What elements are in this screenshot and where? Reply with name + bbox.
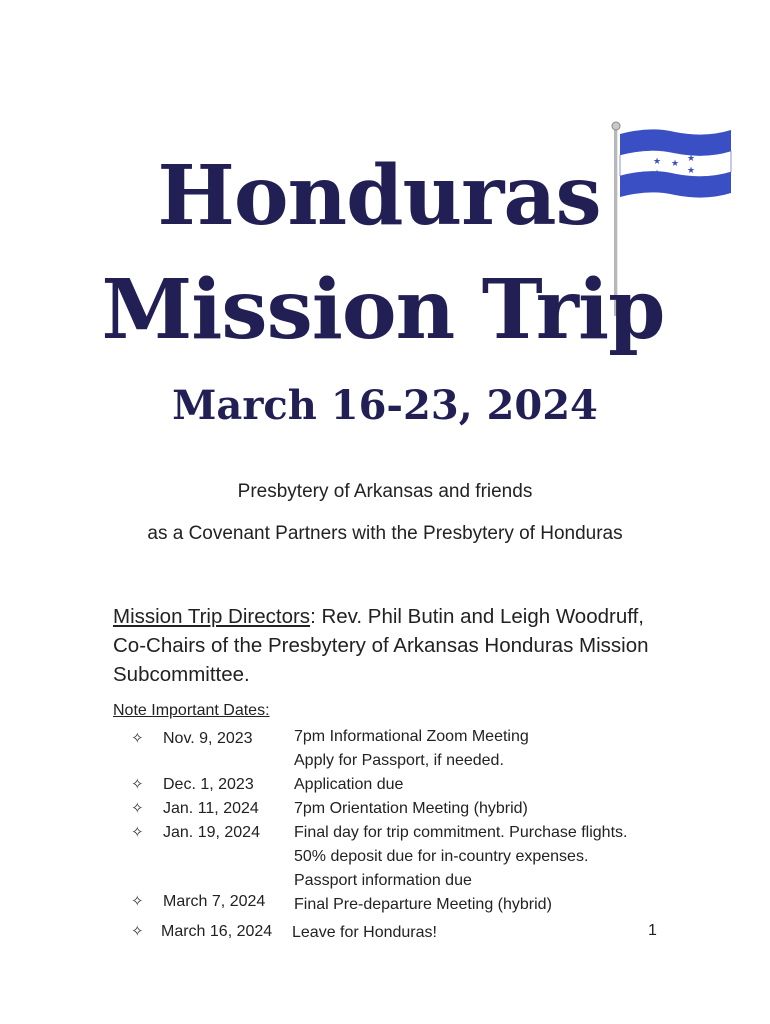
schedule-line: Application due xyxy=(294,776,404,793)
bullet-icon: ✧ xyxy=(131,730,144,747)
directors-text: : Rev. Phil Butin and Leigh Woodruff, Co-Chairs of the Presbytery of Arkansas Honduras Mission Subcommittee. xyxy=(113,605,649,686)
title-line-1: Honduras xyxy=(157,148,601,244)
directors-label: Mission Trip Directors xyxy=(113,605,311,628)
schedule-date: March 16, 2024 xyxy=(161,923,273,940)
schedule-line: Leave for Honduras! xyxy=(292,924,437,941)
schedule-date: Nov. 9, 2023 xyxy=(163,730,253,747)
subtitle-line-2: as a Covenant Partners with the Presbytery of Honduras xyxy=(147,523,623,544)
bullet-icon: ✧ xyxy=(131,923,144,940)
bullet-icon: ✧ xyxy=(131,776,144,793)
bullet-icon: ✧ xyxy=(131,893,144,910)
schedule-description xyxy=(294,893,552,917)
schedule-description xyxy=(294,821,627,893)
schedule-date: Jan. 11, 2024 xyxy=(163,800,259,817)
svg-text:★: ★ xyxy=(671,159,680,169)
bullet-icon: ✧ xyxy=(131,824,144,841)
schedule-description xyxy=(294,797,528,821)
svg-text:★: ★ xyxy=(653,157,662,167)
schedule-line: Final day for trip commitment. Purchase flights. xyxy=(294,824,628,841)
schedule-description xyxy=(292,921,437,945)
schedule-date: March 7, 2024 xyxy=(163,893,266,910)
bullet-icon: ✧ xyxy=(131,800,144,817)
schedule-description xyxy=(294,725,529,773)
schedule-description xyxy=(294,773,403,797)
title-line-2: Mission Trip xyxy=(101,262,665,358)
schedule-line: 50% deposit due for in-country expenses. xyxy=(294,848,589,865)
schedule-line: Passport information due xyxy=(294,872,472,889)
trip-dates: March 16-23, 2024 xyxy=(172,382,598,429)
directors-paragraph xyxy=(113,602,673,689)
subtitle-line-1: Presbytery of Arkansas and friends xyxy=(237,481,533,502)
svg-text:★: ★ xyxy=(653,169,662,179)
schedule-line: 7pm Orientation Meeting (hybrid) xyxy=(294,800,528,817)
svg-text:★: ★ xyxy=(687,166,696,176)
schedule-line: 7pm Informational Zoom Meeting xyxy=(294,728,529,745)
svg-text:★: ★ xyxy=(687,154,696,164)
note-heading: Note Important Dates: xyxy=(113,702,270,719)
schedule-date: Dec. 1, 2023 xyxy=(163,776,254,793)
page-number: 1 xyxy=(648,922,657,939)
schedule-line: Apply for Passport, if needed. xyxy=(294,752,504,769)
schedule-date: Jan. 19, 2024 xyxy=(163,824,260,841)
schedule-line: Final Pre-departure Meeting (hybrid) xyxy=(294,896,552,913)
